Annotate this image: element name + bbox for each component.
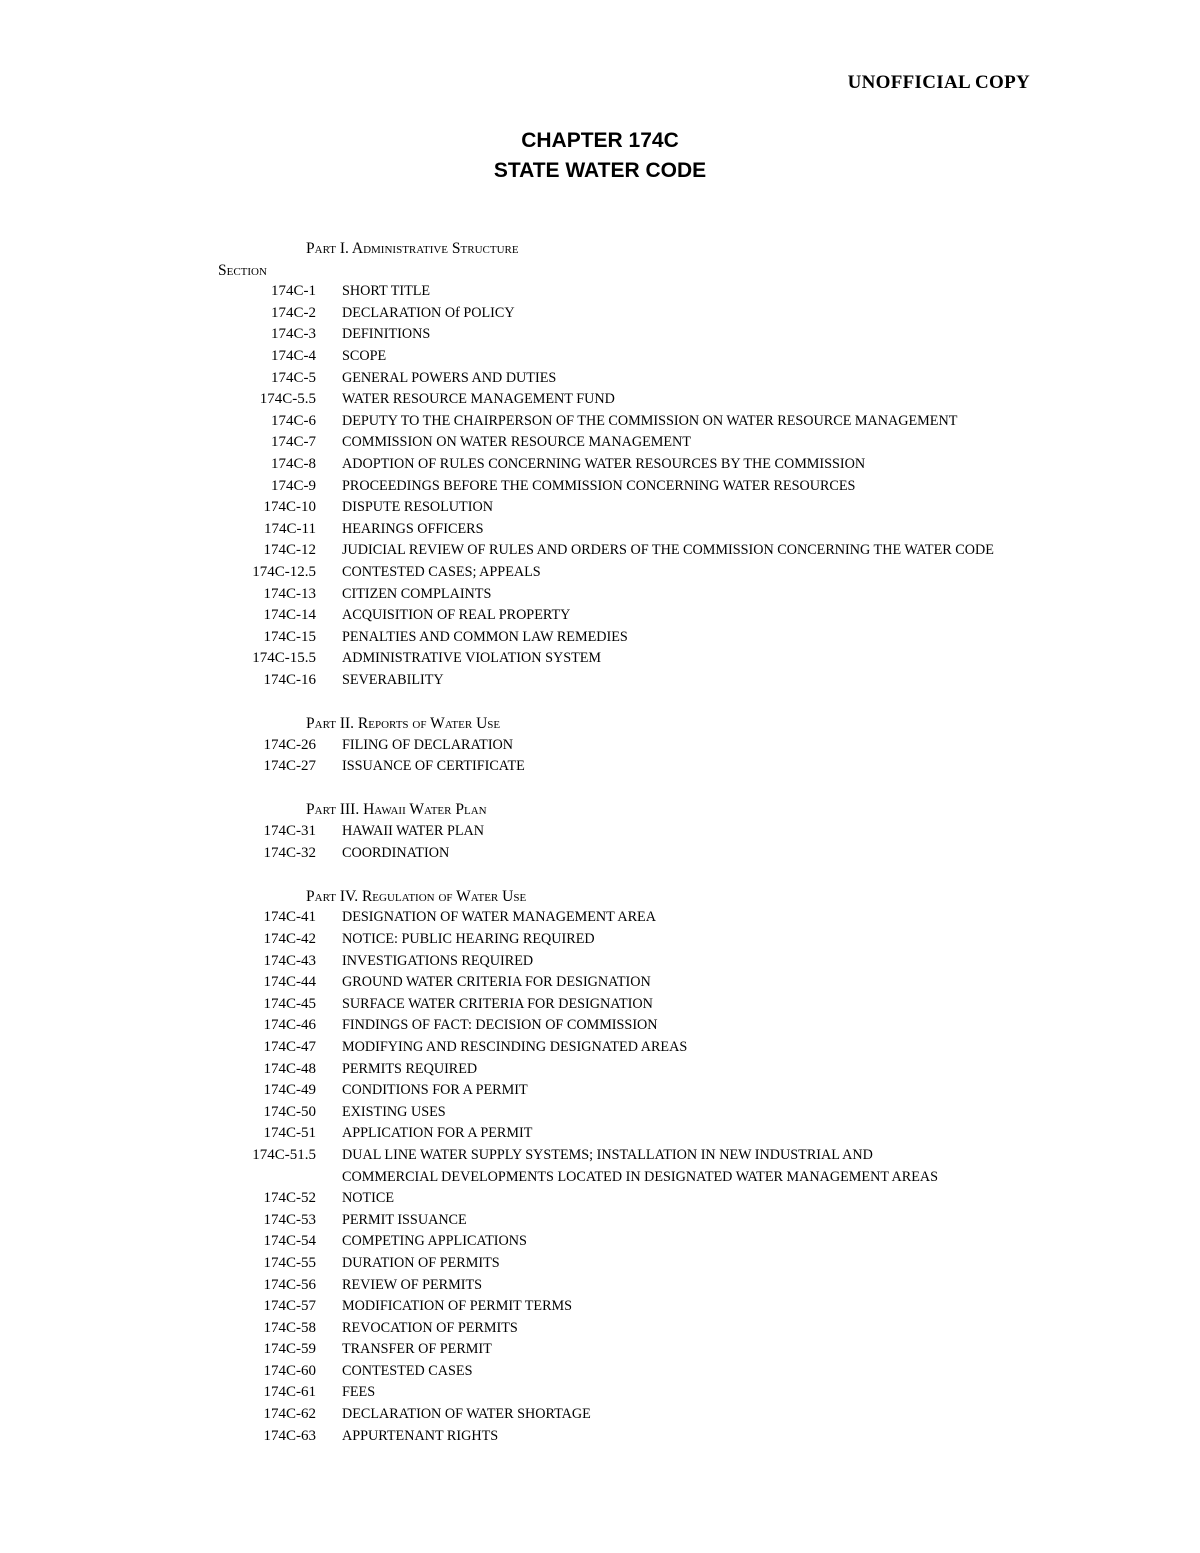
section-number: 174C-53 [263, 1211, 316, 1228]
section-title [342, 1296, 1022, 1318]
section-title [342, 497, 1022, 519]
section-title-line: GENERAL POWERS AND DUTIES [342, 369, 557, 386]
section-title [342, 1037, 1022, 1059]
toc-entry [0, 432, 1200, 454]
section-title-line: PROCEEDINGS BEFORE THE COMMISSION CONCERNING WATER RESOURCES [342, 477, 856, 494]
section-title-line: CITIZEN COMPLAINTS [342, 585, 492, 602]
section-title [342, 411, 1022, 433]
section-title [342, 476, 1022, 498]
toc-entry [0, 281, 1200, 303]
section-number: 174C-7 [271, 434, 316, 451]
toc-entry [0, 994, 1200, 1016]
section-title-line: NOTICE [342, 1190, 395, 1207]
toc-entry [0, 821, 1200, 843]
section-title [342, 756, 1022, 778]
toc-entry [0, 346, 1200, 368]
toc-entry [0, 519, 1200, 541]
toc-entry [0, 1231, 1200, 1253]
section-title-line: APPLICATION FOR A PERMIT [342, 1125, 533, 1142]
toc-entry [0, 1253, 1200, 1275]
section-title-line: DECLARATION OF WATER SHORTAGE [342, 1406, 591, 1423]
section-number: 174C-44 [263, 974, 316, 991]
section-number: 174C-58 [263, 1319, 316, 1336]
toc-entry [0, 476, 1200, 498]
toc-entry [0, 951, 1200, 973]
section-title [342, 1231, 1022, 1253]
section-title-line: REVIEW OF PERMITS [342, 1276, 483, 1293]
section-title [342, 1102, 1022, 1124]
section-title-line: MODIFICATION OF PERMIT TERMS [342, 1298, 573, 1315]
section-title [342, 540, 1022, 562]
section-number: 174C-15.5 [252, 650, 316, 667]
section-number: 174C-14 [263, 607, 316, 624]
section-title [342, 1426, 1022, 1448]
section-title [342, 1210, 1022, 1232]
section-number: 174C-57 [263, 1298, 316, 1315]
section-number: 174C-9 [271, 477, 316, 494]
section-title-line: COMMERCIAL DEVELOPMENTS LOCATED IN DESIGNATED WATER MANAGEMENT AREAS [342, 1168, 938, 1185]
section-title [342, 1188, 1022, 1210]
section-number: 174C-43 [263, 952, 316, 969]
section-title-line: TRANSFER OF PERMIT [342, 1341, 492, 1358]
section-title [342, 519, 1022, 541]
unofficial-copy-label: UNOFFICIAL COPY [847, 72, 1030, 93]
section-title [342, 951, 1022, 973]
toc-entry [0, 1188, 1200, 1210]
section-number: 174C-62 [263, 1406, 316, 1423]
section-title [342, 1145, 1022, 1188]
section-title-line: PERMITS REQUIRED [342, 1060, 478, 1077]
section-title-line: HEARINGS OFFICERS [342, 520, 484, 537]
section-title [342, 1253, 1022, 1275]
chapter-number: CHAPTER 174C [521, 129, 679, 152]
section-title-line: ADOPTION OF RULES CONCERNING WATER RESOURCES BY THE COMMISSION [342, 455, 866, 472]
section-title-line: DEPUTY TO THE CHAIRPERSON OF THE COMMISSION ON WATER RESOURCE MANAGEMENT [342, 412, 958, 429]
toc-entry [0, 497, 1200, 519]
toc-entry [0, 648, 1200, 670]
section-number: 174C-49 [263, 1082, 316, 1099]
section-title-line: DESIGNATION OF WATER MANAGEMENT AREA [342, 909, 656, 926]
section-title-line: NOTICE: PUBLIC HEARING REQUIRED [342, 931, 595, 947]
section-title-line: WATER RESOURCE MANAGEMENT FUND [342, 391, 615, 408]
section-title-line: EXISTING USES [342, 1103, 446, 1120]
section-title [342, 929, 1022, 951]
section-title-line: COMMISSION ON WATER RESOURCE MANAGEMENT [342, 434, 691, 451]
section-title-line: DECLARATION Of POLICY [342, 304, 515, 321]
section-title [342, 368, 1022, 390]
chapter-name: STATE WATER CODE [493, 159, 707, 182]
toc-entry [0, 324, 1200, 346]
section-number: 174C-15 [263, 628, 316, 645]
section-title-line: FILING OF DECLARATION [342, 736, 514, 753]
section-title [342, 324, 1022, 346]
section-title-line: FEES [342, 1384, 376, 1401]
section-number: 174C-26 [263, 736, 316, 753]
toc-entry [0, 972, 1200, 994]
section-number: 174C-54 [263, 1233, 316, 1250]
section-title-line: DEFINITIONS [342, 326, 431, 343]
toc-entry [0, 1059, 1200, 1081]
section-number: 174C-16 [263, 671, 316, 688]
section-number: 174C-59 [263, 1341, 316, 1358]
toc-entry [0, 1296, 1200, 1318]
section-title-line: HAWAII WATER PLAN [342, 823, 485, 840]
toc-part [0, 238, 1200, 691]
section-title [342, 389, 1022, 411]
section-number: 174C-51 [263, 1125, 316, 1142]
section-title [342, 432, 1022, 454]
toc-entry [0, 843, 1200, 865]
toc-entry [0, 1123, 1200, 1145]
toc-entry [0, 1318, 1200, 1340]
table-of-contents [0, 238, 1200, 1447]
toc-entry [0, 389, 1200, 411]
section-number: 174C-11 [264, 520, 316, 537]
section-number: 174C-12.5 [252, 563, 316, 580]
toc-entry [0, 1037, 1200, 1059]
toc-entry [0, 1361, 1200, 1383]
section-title-line: DISPUTE RESOLUTION [342, 499, 493, 516]
section-title [342, 843, 1022, 865]
section-title-line: ADMINISTRATIVE VIOLATION SYSTEM [342, 650, 602, 667]
toc-entry [0, 368, 1200, 390]
section-title [342, 1123, 1022, 1145]
section-number: 174C-31 [263, 823, 316, 840]
section-title-line: ISSUANCE OF CERTIFICATE [342, 758, 525, 775]
section-number: 174C-1 [271, 283, 316, 300]
section-title-line: DUAL LINE WATER SUPPLY SYSTEMS; INSTALLATION IN NEW INDUSTRIAL AND [342, 1146, 873, 1163]
section-number: 174C-60 [263, 1362, 316, 1379]
part-heading: Part IV. Regulation of Water Use [306, 887, 527, 905]
toc-entry [0, 1080, 1200, 1102]
section-number: 174C-51.5 [252, 1146, 316, 1163]
section-title-line: INVESTIGATIONS REQUIRED [342, 952, 534, 969]
section-title-line: CONTESTED CASES [342, 1362, 473, 1379]
section-number: 174C-10 [263, 499, 316, 516]
toc-entry [0, 1210, 1200, 1232]
section-number: 174C-47 [263, 1038, 316, 1055]
section-title [342, 735, 1022, 757]
section-title-line: DURATION OF PERMITS [342, 1254, 500, 1271]
section-number: 174C-56 [263, 1276, 316, 1293]
section-title [342, 670, 1022, 692]
section-title-line: APPURTENANT RIGHTS [342, 1427, 499, 1444]
section-number: 174C-50 [263, 1103, 316, 1120]
section-title [342, 972, 1022, 994]
section-number: 174C-2 [271, 304, 316, 321]
section-title [342, 562, 1022, 584]
section-title [342, 1318, 1022, 1340]
section-number: 174C-48 [263, 1060, 316, 1077]
toc-entry [0, 735, 1200, 757]
section-title-line: MODIFYING AND RESCINDING DESIGNATED AREAS [342, 1038, 688, 1055]
toc-entry [0, 1382, 1200, 1404]
toc-entry [0, 562, 1200, 584]
chapter-title [0, 126, 1200, 186]
section-number: 174C-45 [263, 995, 316, 1012]
part-heading: Part III. Hawaii Water Plan [306, 801, 487, 819]
section-number: 174C-61 [263, 1384, 316, 1401]
toc-entry [0, 411, 1200, 433]
section-number: 174C-42 [263, 931, 316, 947]
section-title [342, 605, 1022, 627]
section-number: 174C-5.5 [259, 391, 316, 408]
toc-entry [0, 1426, 1200, 1448]
section-title [342, 1382, 1022, 1404]
section-title [342, 584, 1022, 606]
section-title [342, 1059, 1022, 1081]
toc-entry [0, 605, 1200, 627]
toc-entry [0, 1339, 1200, 1361]
section-title [342, 1275, 1022, 1297]
section-title-line: CONTESTED CASES; APPEALS [342, 563, 541, 580]
toc-entry [0, 929, 1200, 951]
section-title [342, 627, 1022, 649]
section-title-line: SEVERABILITY [342, 671, 444, 688]
section-title [342, 346, 1022, 368]
section-title [342, 1361, 1022, 1383]
toc-entry [0, 584, 1200, 606]
section-title [342, 1015, 1022, 1037]
section-number: 174C-41 [263, 909, 316, 926]
section-number: 174C-3 [271, 326, 316, 343]
section-number: 174C-32 [263, 844, 316, 861]
toc-entry [0, 627, 1200, 649]
toc-entry [0, 756, 1200, 778]
section-number: 174C-13 [263, 585, 316, 602]
section-title-line: COMPETING APPLICATIONS [342, 1233, 527, 1250]
section-number: 174C-52 [263, 1190, 316, 1207]
section-number: 174C-6 [271, 412, 316, 429]
toc-entry [0, 303, 1200, 325]
section-title [342, 454, 1022, 476]
toc-entry [0, 454, 1200, 476]
section-title [342, 994, 1022, 1016]
section-title [342, 821, 1022, 843]
section-title-line: ACQUISITION OF REAL PROPERTY [342, 607, 571, 624]
section-title [342, 303, 1022, 325]
section-number: 174C-55 [263, 1254, 316, 1271]
section-title-line: FINDINGS OF FACT: DECISION OF COMMISSION [342, 1017, 658, 1034]
section-number: 174C-63 [263, 1427, 316, 1444]
section-title [342, 281, 1022, 303]
section-title-line: PENALTIES AND COMMON LAW REMEDIES [342, 628, 628, 645]
section-number: 174C-46 [263, 1017, 316, 1034]
section-title-line: SURFACE WATER CRITERIA FOR DESIGNATION [342, 995, 653, 1012]
part-heading: Part I. Administrative Structure [306, 240, 519, 257]
section-title-line: PERMIT ISSUANCE [342, 1211, 467, 1228]
toc-entry [0, 1145, 1200, 1188]
section-number: 174C-27 [263, 758, 316, 775]
section-title-line: COORDINATION [342, 844, 450, 861]
toc-entry [0, 1015, 1200, 1037]
toc-entry [0, 540, 1200, 562]
toc-part [0, 886, 1200, 1447]
section-title-line: SCOPE [342, 347, 387, 364]
toc-entry [0, 1102, 1200, 1124]
section-number: 174C-12 [263, 542, 316, 559]
toc-entry [0, 907, 1200, 929]
toc-entry [0, 1404, 1200, 1426]
section-title [342, 907, 1022, 929]
section-title [342, 1080, 1022, 1102]
section-title [342, 648, 1022, 670]
section-title-line: CONDITIONS FOR A PERMIT [342, 1082, 528, 1099]
toc-entry [0, 1275, 1200, 1297]
section-number: 174C-8 [271, 455, 316, 472]
section-title-line: JUDICIAL REVIEW OF RULES AND ORDERS OF THE COMMISSION CONCERNING THE WATER CODE [342, 542, 994, 559]
toc-entry [0, 670, 1200, 692]
section-title-line: GROUND WATER CRITERIA FOR DESIGNATION [342, 974, 651, 991]
toc-part [0, 713, 1200, 778]
part-heading: Part II. Reports of Water Use [306, 715, 501, 733]
section-title-line: REVOCATION OF PERMITS [342, 1319, 518, 1336]
section-number: 174C-5 [271, 369, 316, 386]
section-title [342, 1339, 1022, 1361]
section-title [342, 1404, 1022, 1426]
section-title-line: SHORT TITLE [342, 283, 431, 300]
section-number: 174C-4 [271, 347, 316, 364]
toc-part [0, 799, 1200, 864]
section-label: Section [218, 261, 267, 279]
